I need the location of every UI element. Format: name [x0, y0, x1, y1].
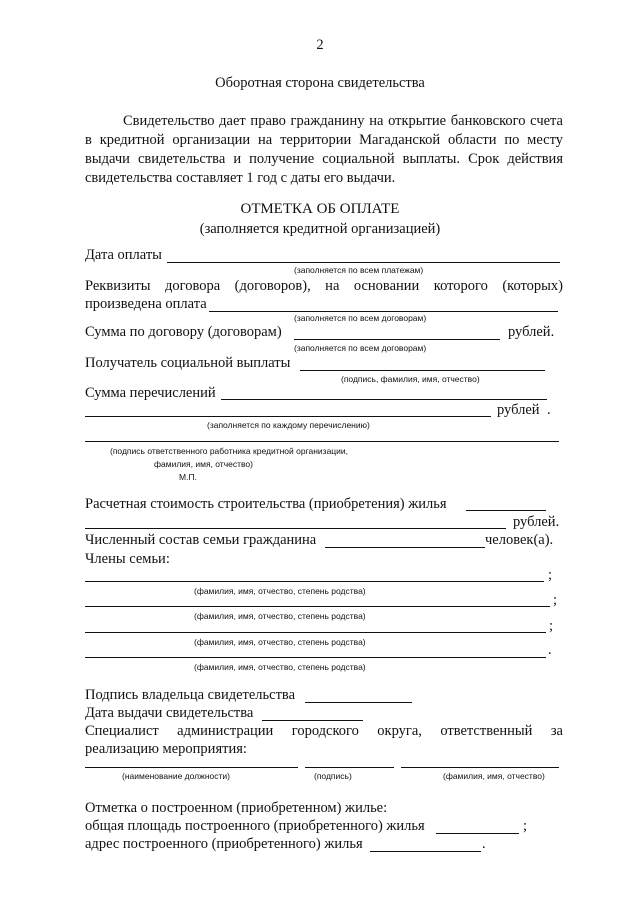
contract-details-field[interactable]: [209, 311, 558, 312]
transfer-sum-label: Сумма перечислений: [85, 385, 216, 401]
family-member-field-1[interactable]: [85, 581, 544, 582]
family-member-note-3: (фамилия, имя, отчество, степень родства): [194, 637, 366, 647]
note-all-payments: (заполняется по всем платежам): [294, 265, 424, 275]
family-member-field-3[interactable]: [85, 632, 546, 633]
bank-officer-note-2: фамилия, имя, отчество): [154, 459, 253, 469]
note-position: (наименование должности): [122, 771, 230, 781]
note-signature-name: (подпись, фамилия, имя, отчество): [341, 374, 480, 384]
specialist-label: Специалист администрации городского округа, ответственный за: [85, 723, 563, 739]
contract-details-label: Реквизиты договора (договоров), на основании которого (которых): [85, 278, 563, 294]
semicolon-1: ;: [548, 567, 553, 583]
persons-label: человек(а).: [485, 532, 554, 548]
owner-signature-field[interactable]: [305, 702, 412, 703]
note-all-contracts: (заполняется по всем договорам): [294, 313, 427, 323]
payment-date-field[interactable]: [167, 262, 560, 263]
family-member-field-2[interactable]: [85, 606, 550, 607]
family-member-note-2: (фамилия, имя, отчество, степень родства): [194, 611, 366, 621]
payment-section-title: ОТМЕТКА ОБ ОПЛАТЕ: [240, 201, 400, 217]
stamp-label: М.П.: [179, 472, 197, 482]
payment-section-subtitle: (заполняется кредитной организацией): [199, 221, 441, 237]
transfer-sum-field-2[interactable]: [85, 416, 491, 417]
specialist-name-field[interactable]: [401, 767, 559, 768]
built-area-label: общая площадь построенного (приобретенного) жилья: [85, 818, 425, 834]
rubles-label-3: рублей.: [513, 514, 560, 530]
semicolon-4: ;: [523, 818, 528, 834]
built-housing-label: Отметка о построенном (приобретенном) жилье:: [85, 800, 388, 816]
family-size-field[interactable]: [325, 547, 485, 548]
period-mark-3: .: [482, 836, 486, 852]
housing-cost-field-2[interactable]: [85, 528, 506, 529]
payment-date-label: Дата оплаты: [85, 247, 162, 263]
owner-signature-label: Подпись владельца свидетельства: [85, 687, 296, 703]
built-area-field[interactable]: [436, 833, 519, 834]
family-member-note-1: (фамилия, имя, отчество, степень родства): [194, 586, 366, 596]
period-mark-1: .: [547, 402, 551, 418]
period-mark-2: .: [548, 642, 552, 658]
family-member-field-4[interactable]: [85, 657, 546, 658]
contract-details-label-2: произведена оплата: [85, 296, 207, 312]
rubles-label: рублей.: [508, 324, 555, 340]
transfer-sum-field[interactable]: [221, 399, 547, 400]
note-each-transfer: (заполняется по каждому перечислению): [207, 420, 370, 430]
specialist-position-field[interactable]: [85, 767, 298, 768]
note-all-contracts-2: (заполняется по всем договорам): [294, 343, 427, 353]
built-address-field[interactable]: [370, 851, 481, 852]
contract-sum-label: Сумма по договору (договорам): [85, 324, 282, 340]
recipient-label: Получатель социальной выплаты: [85, 355, 291, 371]
note-signature: (подпись): [314, 771, 352, 781]
semicolon-3: ;: [549, 618, 554, 634]
note-full-name: (фамилия, имя, отчество): [443, 771, 545, 781]
page-number: 2: [316, 37, 324, 53]
built-address-label: адрес построенного (приобретенного) жилья: [85, 836, 363, 852]
semicolon-2: ;: [553, 592, 558, 608]
family-member-note-4: (фамилия, имя, отчество, степень родства): [194, 662, 366, 672]
family-size-label: Численный состав семьи гражданина: [85, 532, 317, 548]
bank-officer-field[interactable]: [85, 441, 559, 442]
rubles-label-2: рублей: [497, 402, 540, 418]
housing-cost-label: Расчетная стоимость строительства (приобретения) жилья: [85, 496, 447, 512]
recipient-field[interactable]: [300, 370, 545, 371]
intro-line-4: свидетельства составляет 1 год с даты его выдачи.: [85, 170, 396, 186]
family-members-label: Члены семьи:: [85, 551, 170, 567]
issue-date-label: Дата выдачи свидетельства: [85, 705, 254, 721]
issue-date-field[interactable]: [262, 720, 363, 721]
intro-line-2: в кредитной организации на территории Магаданской области по месту: [85, 132, 563, 148]
contract-sum-field[interactable]: [294, 339, 500, 340]
intro-line-1: Свидетельство дает право гражданину на открытие банковского счета: [123, 113, 563, 129]
reverse-side-title: Оборотная сторона свидетельства: [215, 75, 425, 91]
housing-cost-field[interactable]: [466, 510, 546, 511]
intro-line-3: выдачи свидетельства и получение социальной выплаты. Срок действия: [85, 151, 563, 167]
specialist-signature-field[interactable]: [305, 767, 394, 768]
specialist-label-2: реализацию мероприятия:: [85, 741, 247, 757]
bank-officer-note-1: (подпись ответственного работника кредитной организации,: [110, 446, 349, 456]
